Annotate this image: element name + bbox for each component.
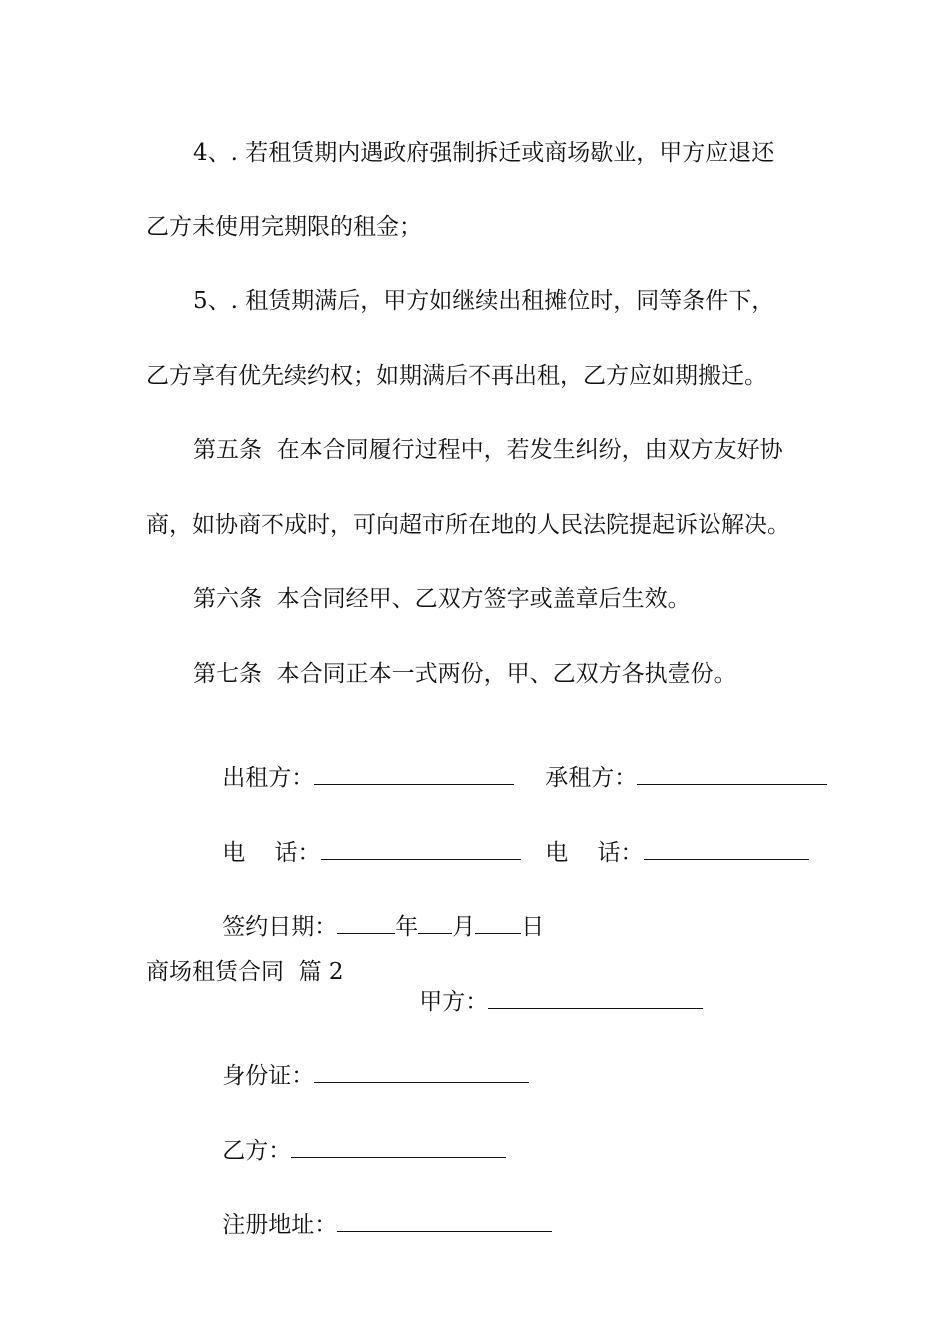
lessee-label: 承租方： xyxy=(545,765,638,791)
clause-4-line-1: 4、. 若租赁期内遇政府强制拆迁或商场歇业，甲方应退还 xyxy=(193,140,775,166)
signing-date-label: 签约日期： xyxy=(222,914,338,940)
month-label: 月 xyxy=(452,914,476,940)
lessor-phone-blank xyxy=(321,839,521,860)
article-7: 第七条 本合同正本一式两份，甲、乙双方各执壹份。 xyxy=(193,661,737,687)
day-blank xyxy=(475,913,521,934)
day-label: 日 xyxy=(521,914,545,940)
reg-address-blank xyxy=(337,1211,552,1232)
id-card-label: 身份证： xyxy=(222,1063,315,1089)
year-label: 年 xyxy=(395,914,419,940)
year-blank xyxy=(337,913,395,934)
lessor-signature-blank xyxy=(314,764,514,785)
lessee-phone-label: 电 话： xyxy=(545,840,644,866)
party-b-label: 乙方： xyxy=(222,1138,292,1164)
lessee-phone-row xyxy=(516,808,809,898)
party-b-blank xyxy=(291,1137,506,1158)
reg-address-row xyxy=(193,1180,552,1270)
article-6: 第六条 本合同经甲、乙双方签字或盖章后生效。 xyxy=(193,586,691,612)
lessee-phone-blank xyxy=(644,839,809,860)
month-blank xyxy=(418,913,452,934)
id-card-blank xyxy=(314,1062,529,1083)
party-a-label: 甲方： xyxy=(419,989,489,1015)
reg-address-label: 注册地址： xyxy=(222,1212,338,1238)
section-2-title: 商场租赁合同 篇 2 xyxy=(146,959,344,985)
article-5-line-2: 商，如协商不成时，可向超市所在地的人民法院提起诉讼解决。 xyxy=(146,512,790,538)
clause-5-line-1: 5、. 租赁期满后，甲方如继续出租摊位时，同等条件下， xyxy=(193,288,775,314)
clause-5-line-2: 乙方享有优先续约权；如期满后不再出租，乙方应如期搬迁。 xyxy=(146,363,767,389)
clause-4-line-2: 乙方未使用完期限的租金； xyxy=(146,214,422,240)
article-5-line-1: 第五条 在本合同履行过程中，若发生纠纷，由双方友好协 xyxy=(193,437,783,463)
lessor-phone-label: 电 话： xyxy=(222,840,321,866)
party-a-blank xyxy=(488,988,703,1009)
lessor-label: 出租方： xyxy=(222,765,315,791)
lessee-signature-blank xyxy=(637,764,827,785)
